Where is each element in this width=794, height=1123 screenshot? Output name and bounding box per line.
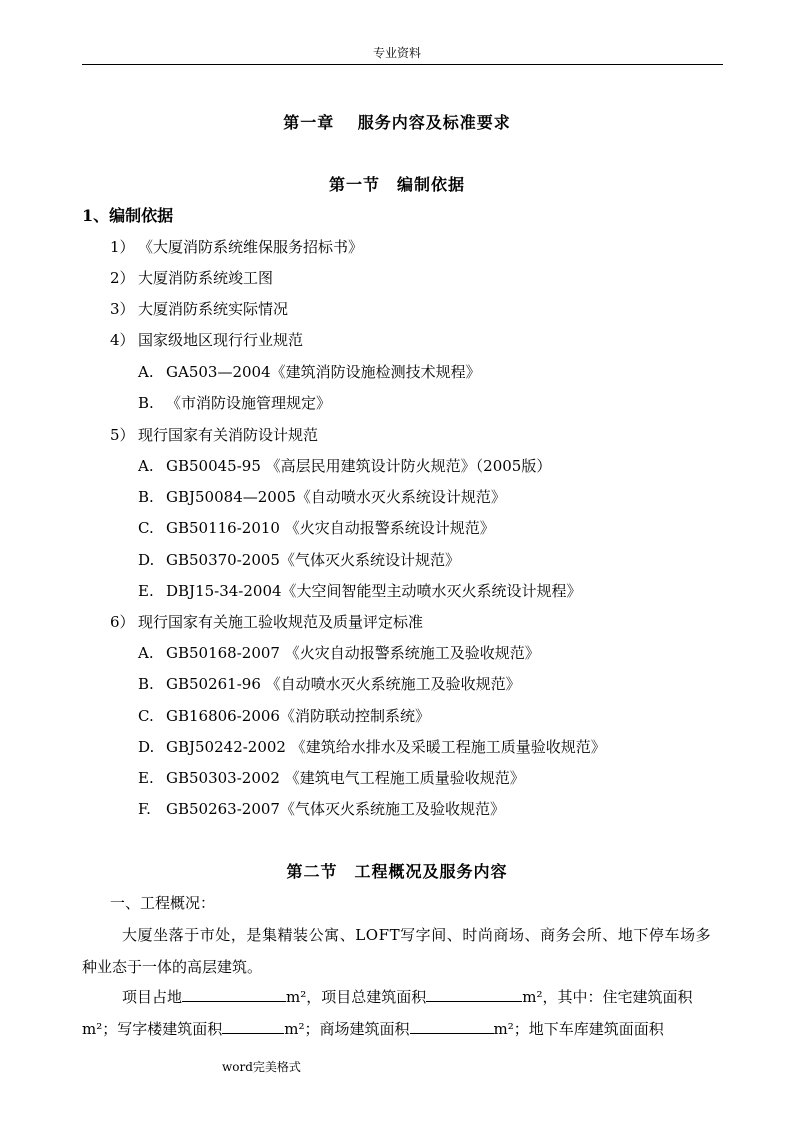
blank-field — [182, 987, 286, 1002]
sub-item: C. GB16806-2006《消防联动控制系统》 — [138, 707, 430, 725]
paragraph-line: 项目占地 m²，项目总建筑面积 m²，其中：住宅建筑面积 — [122, 988, 693, 1006]
sub-item: B. GBJ50084—2005《自动喷水灭火系统设计规范》 — [138, 488, 506, 506]
blank-field — [410, 1019, 494, 1034]
subheading-basis: 1、编制依据 — [82, 206, 174, 225]
sub-item: D. GBJ50242-2002 《建筑给水排水及采暖工程施工质量验收规范》 — [138, 738, 606, 756]
sub-item: E. GB50303-2002 《建筑电气工程施工质量验收规范》 — [138, 769, 525, 787]
paragraph-line: 大厦坐落于市处，是集精装公寓、LOFT写字间、时尚商场、商务会所、地下停车场多 — [122, 926, 712, 944]
paragraph-line: 种业态于一体的高层建筑。 — [82, 958, 263, 976]
section-title-2: 第二节 工程概况及服务内容 — [286, 862, 508, 881]
sub-item: A. GB50168-2007 《火灾自动报警系统施工及验收规范》 — [138, 644, 540, 662]
chapter-title: 第一章 服务内容及标准要求 — [283, 113, 511, 132]
list-item: 5） 现行国家有关消防设计规范 — [110, 426, 319, 444]
overview-heading: 一、工程概况： — [110, 894, 216, 912]
paragraph-line: m²；写字楼建筑面积 m²；商场建筑面积 m²；地下车库建筑面面积 — [82, 1020, 664, 1038]
sub-item: B. 《市消防设施管理规定》 — [138, 394, 332, 412]
sub-item: A. GA503—2004《建筑消防设施检测技术规程》 — [138, 363, 481, 381]
list-item: 1） 《大厦消防系统维保服务招标书》 — [110, 238, 364, 256]
list-item: 3） 大厦消防系统实际情况 — [110, 300, 289, 318]
sub-item: B. GB50261-96 《自动喷水灭火系统施工及验收规范》 — [138, 675, 521, 693]
page-header: 专业资料 — [372, 46, 421, 60]
blank-field — [426, 987, 522, 1002]
list-item: 2） 大厦消防系统竣工图 — [110, 269, 274, 287]
header-divider — [82, 64, 723, 65]
sub-item: E. DBJ15-34-2004《大空间智能型主动喷水灭火系统设计规程》 — [138, 582, 582, 600]
sub-item: C. GB50116-2010 《火灾自动报警系统设计规范》 — [138, 519, 495, 537]
list-item: 4） 国家级地区现行行业规范 — [110, 331, 304, 349]
sub-item: F. GB50263-2007《气体灭火系统施工及验收规范》 — [138, 800, 505, 818]
sub-item: D. GB50370-2005《气体灭火系统设计规范》 — [138, 551, 460, 569]
sub-item: A. GB50045-95 《高层民用建筑设计防火规范》（2005版） — [138, 457, 552, 475]
page-footer: word完美格式 — [222, 1060, 301, 1074]
blank-field — [222, 1019, 284, 1034]
list-item: 6） 现行国家有关施工验收规范及质量评定标准 — [110, 613, 424, 631]
section-title-1: 第一节 编制依据 — [328, 175, 465, 194]
